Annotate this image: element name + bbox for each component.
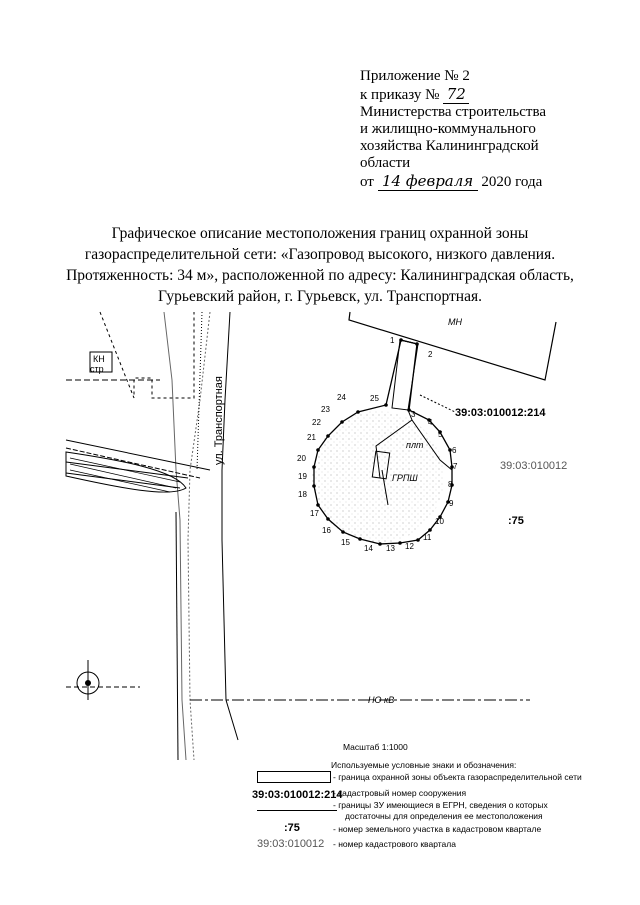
dashed-line-label: НО кВ [368, 695, 395, 705]
boundary-point-11 [428, 528, 432, 532]
survey-mark [77, 660, 99, 700]
boundary-point-label-25: 25 [370, 394, 379, 403]
legend-zone-boundary-symbol [257, 771, 331, 783]
str-label: стр [90, 364, 104, 374]
legend-item-3b: достаточны для определения ее местоположения [345, 811, 543, 821]
ministry-line-4: области [360, 155, 411, 171]
legend-item-4: - номер земельного участка в кадастровом квартале [333, 824, 542, 834]
boundary-point-label-22: 22 [312, 418, 321, 427]
boundary-point-label-14: 14 [364, 544, 373, 553]
legend-item-2: - кадастровый номер сооружения [333, 788, 467, 798]
boundary-point-label-23: 23 [321, 405, 330, 414]
quarter-number-label: 39:03:010012 [500, 460, 568, 472]
grpsh-label: ГРПШ [392, 473, 418, 483]
legend-parcel-boundary-symbol [257, 810, 337, 811]
legend-cadastral-symbol: 39:03:010012:214 [252, 789, 343, 801]
street-label: ул. Транспортная [213, 376, 225, 465]
boundary-point-1 [399, 338, 403, 342]
boundary-point-label-12: 12 [405, 542, 414, 551]
boundary-point-20 [312, 465, 316, 469]
boundary-point-label-7: 7 [453, 462, 458, 471]
ministry-line-3: хозяйства Калининградской [360, 138, 539, 154]
title-line-4: Гурьевский район, г. Гурьевск, ул. Транспортная. [158, 288, 482, 305]
boundary-point-16 [341, 530, 345, 534]
boundary-point-label-11: 11 [423, 533, 432, 542]
boundary-point-2 [415, 342, 419, 346]
order-number: 72 [443, 86, 469, 104]
road-boundaries [66, 312, 530, 760]
boundary-point-23 [340, 420, 344, 424]
boundary-point-label-24: 24 [337, 393, 346, 402]
order-prefix: к приказу № [360, 87, 440, 103]
boundary-point-label-10: 10 [435, 517, 444, 526]
boundary-point-24 [356, 410, 360, 414]
boundary-point-label-21: 21 [307, 433, 316, 442]
boundary-point-12 [416, 538, 420, 542]
boundary-point-label-5: 5 [438, 430, 443, 439]
boundary-point-label-2: 2 [428, 350, 433, 359]
ministry-line-2: и жилищно-коммунального [360, 121, 536, 137]
boundary-point-label-6: 6 [452, 446, 457, 455]
boundary-point-label-3: 3 [411, 410, 416, 419]
boundary-point-label-1: 1 [390, 336, 395, 345]
boundary-point-13 [398, 541, 402, 545]
legend-parcel-symbol: :75 [284, 822, 300, 834]
legend-item-5: - номер кадастрового квартала [333, 839, 456, 849]
legend-item-1: - граница охранной зоны объекта газораспределительной сети [333, 772, 582, 782]
parcel-number-label: :75 [508, 515, 524, 527]
boundary-point-label-15: 15 [341, 538, 350, 547]
legend-quarter-symbol: 39:03:010012 [257, 838, 325, 850]
legend-heading: Используемые условные знаки и обозначения: [331, 760, 517, 770]
boundary-point-21 [316, 448, 320, 452]
boundary-point-19 [312, 484, 316, 488]
boundary-point-label-13: 13 [386, 544, 395, 553]
boundary-point-15 [358, 537, 362, 541]
boundary-point-25 [384, 403, 388, 407]
boundary-point-label-20: 20 [297, 454, 306, 463]
building-mn [349, 312, 556, 380]
boundary-point-14 [378, 542, 382, 546]
hatched-strip [66, 452, 186, 492]
slab-label: плт [406, 440, 424, 450]
title-line-3: Протяженность: 34 м», расположенной по адресу: Калининградская область, [66, 267, 574, 284]
boundary-point-label-8: 8 [448, 480, 453, 489]
boundary-point-label-17: 17 [310, 509, 319, 518]
date-prefix: от [360, 174, 374, 190]
boundary-point-label-9: 9 [449, 499, 454, 508]
legend-item-3: - границы ЗУ имеющиеся в ЕГРН, сведения о которых [333, 800, 548, 810]
date-year: 2020 года [481, 174, 543, 190]
ministry-line-1: Министерства строительства [360, 104, 547, 120]
boundary-point-label-18: 18 [298, 490, 307, 499]
title-line-2: газораспределительной сети: «Газопровод высокого, низкого давления. [84, 246, 556, 263]
boundary-point-17 [326, 517, 330, 521]
boundary-point-18 [316, 503, 320, 507]
appendix-number: Приложение № 2 [360, 68, 470, 84]
order-date: 14 февраля [378, 173, 478, 191]
boundary-point-label-19: 19 [298, 472, 307, 481]
boundary-point-label-4: 4 [428, 418, 433, 427]
scale-label: Масштаб 1:1000 [343, 742, 408, 752]
protection-zone [312, 411, 444, 543]
boundary-point-22 [326, 434, 330, 438]
cadastral-number-label: 39:03:010012:214 [455, 407, 546, 419]
kn-box [90, 352, 112, 374]
building-label: МН [448, 317, 462, 327]
kn-label: КН [93, 354, 105, 364]
boundary-point-label-16: 16 [322, 526, 331, 535]
title-line-1: Графическое описание местоположения границ охранной зоны [111, 225, 529, 242]
